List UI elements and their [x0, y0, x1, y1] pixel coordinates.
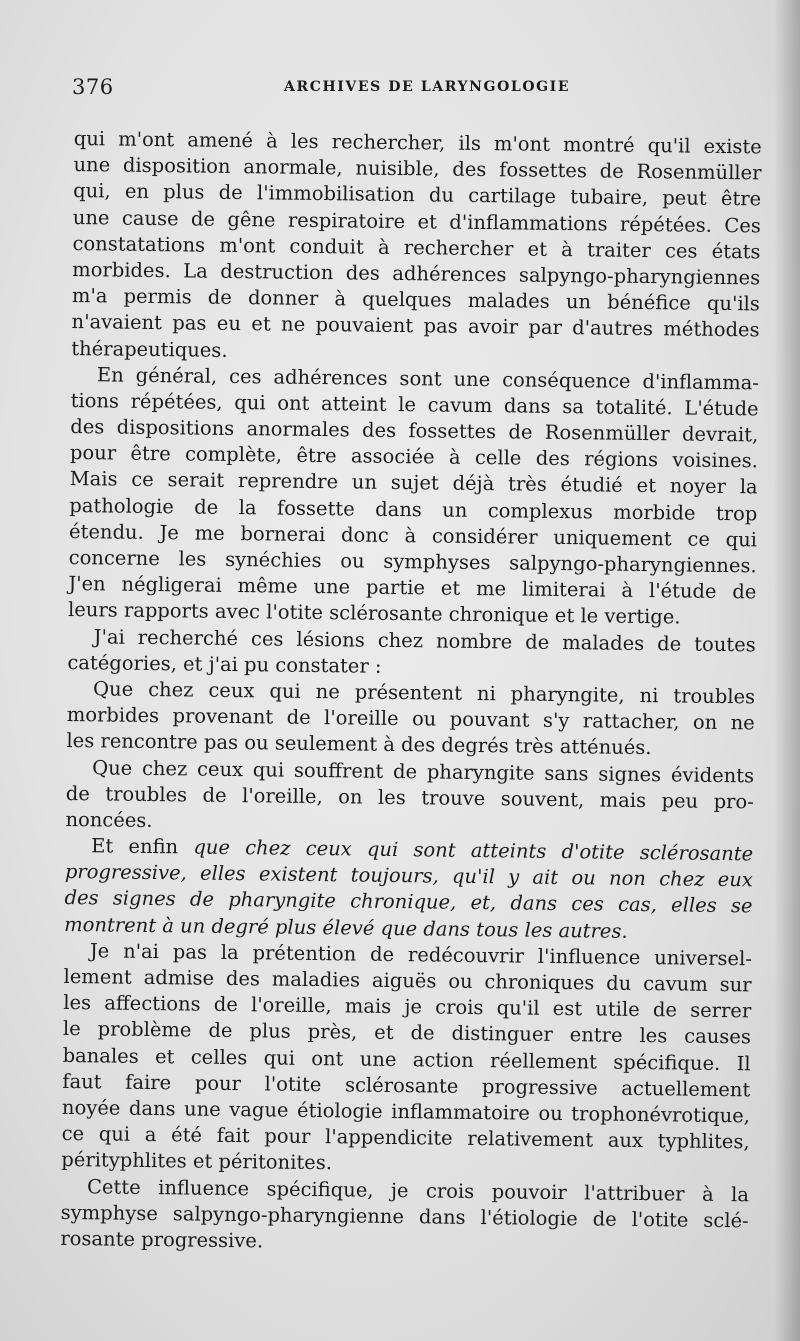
text-line: qui m'ont amené à les rechercher, ils m'ont montré qu'il existe [73, 126, 762, 159]
text-line: symphyse salpyngo-pharyngienne dans l'étiologie de l'otite sclé- [60, 1200, 749, 1233]
text-line-roman-part: Et enfin [91, 834, 194, 859]
text-line: Mais ce serait reprendre un sujet déjà très étudié et noyer la [69, 467, 758, 499]
text-line: une cause de gêne respiratoire et d'inflammations répétées. Ces [72, 205, 761, 237]
text-line: faut faire pour l'otite sclérosante progressive actuellement [62, 1069, 751, 1102]
page-number: 376 [72, 75, 114, 99]
text-line: Que chez ceux qui souffrent de pharyngite sans signes évidents [92, 755, 755, 787]
text-line: lement admise des maladies aiguës ou chroniques du cavum sur [63, 964, 752, 997]
text-line: n'avaient pas eu et ne pouvaient pas avoir par d'autres méthodes [71, 310, 760, 342]
text-line: banales et celles qui ont une action réellement spécifique. Il [62, 1043, 751, 1075]
running-title: ARCHIVES DE LARYNGOLOGIE [284, 79, 571, 95]
text-line: J'en négligerai même une partie et me limiterai à l'étude de [68, 572, 757, 604]
text-line: les affections de l'oreille, mais je crois qu'il est utile de serrer [63, 991, 752, 1023]
text-line: thérapeutiques. [71, 336, 228, 362]
text-line: morbides. La destruction des adhérences salpyngo-pharyngiennes [72, 257, 761, 290]
text-line: m'a permis de donner à quelques malades un bénéfice qu'ils [71, 284, 761, 316]
text-line: montrent à un degré plus élevé que dans tous les autres. [64, 912, 628, 943]
body-text [60, 126, 762, 1260]
text-line: Que chez ceux qui ne présentent ni pharyngite, ni troubles [92, 677, 756, 709]
text-line: constatations m'ont conduit à rechercher et à traiter ces états [72, 231, 761, 264]
text-line-italic-part: que chez ceux qui sont atteints d'otite sclérosante [193, 835, 754, 866]
text-line: les rencontre pas ou seulement à des degrés très atténués. [66, 729, 652, 760]
text-line: qui, en plus de l'immobilisation du cartilage tubaire, peut être [73, 179, 762, 211]
text-line: Cette influence spécifique, je crois pouvoir l'attribuer à la [86, 1174, 750, 1206]
text-line: leurs rapports avec l'otite sclérosante chronique et le vertige. [67, 598, 681, 629]
text-line: En général, ces adhérences sont une conséquence d'inflamma- [96, 362, 760, 395]
page-edge-shadow [774, 0, 800, 1341]
text-line: ce qui a été fait pour l'appendicite relativement aux typhlites, [61, 1122, 750, 1154]
text-line: noncées. [65, 807, 153, 832]
text-line: concerne les synéchies ou symphyses salpyngo-pharyngiennes. [68, 545, 757, 578]
text-line: pérityphlites et péritonites. [61, 1148, 333, 1175]
text-line: morbides provenant de l'oreille ou pouvant s'y rattacher, on ne [66, 703, 755, 735]
text-line: rosante progressive. [60, 1226, 264, 1253]
text-line: noyée dans une vague étiologie inflammatoire ou trophonévrotique, [61, 1095, 751, 1128]
text-line: étendu. Je me bornerai donc à considérer uniquement ce qui [68, 519, 758, 552]
text-line: le problème de plus près, et de distinguer entre les causes [62, 1017, 752, 1049]
text-line: des dispositions anormales des fossettes de Rosenmüller devrait, [70, 415, 759, 447]
text-line: progressive, elles existent toujours, qu'il y ait ou non chez eux [64, 860, 753, 892]
text-line: une disposition anormale, nuisible, des fossettes de Rosenmüller [73, 153, 762, 185]
text-line: Je n'ai pas la prétention de redécouvrir l'influence universel- [89, 939, 753, 971]
text-line: catégories, et j'ai pu constater : [67, 650, 382, 678]
page-header [72, 75, 762, 105]
text-line: tions répétées, qui ont atteint le cavum dans sa totalité. L'étude [70, 388, 759, 421]
text-line: pathologie de la fossette dans un complexus morbide trop [69, 493, 758, 526]
text-line: J'ai recherché ces lésions chez nombre de malades de toutes [93, 624, 756, 656]
text-line: pour être complète, être associée à celle des régions voisines. [69, 441, 759, 473]
text-line: de troubles de l'oreille, on les trouve souvent, mais peu pro- [65, 781, 754, 814]
text-line: des signes de pharyngite chronique, et, dans ces cas, elles se [64, 886, 753, 918]
